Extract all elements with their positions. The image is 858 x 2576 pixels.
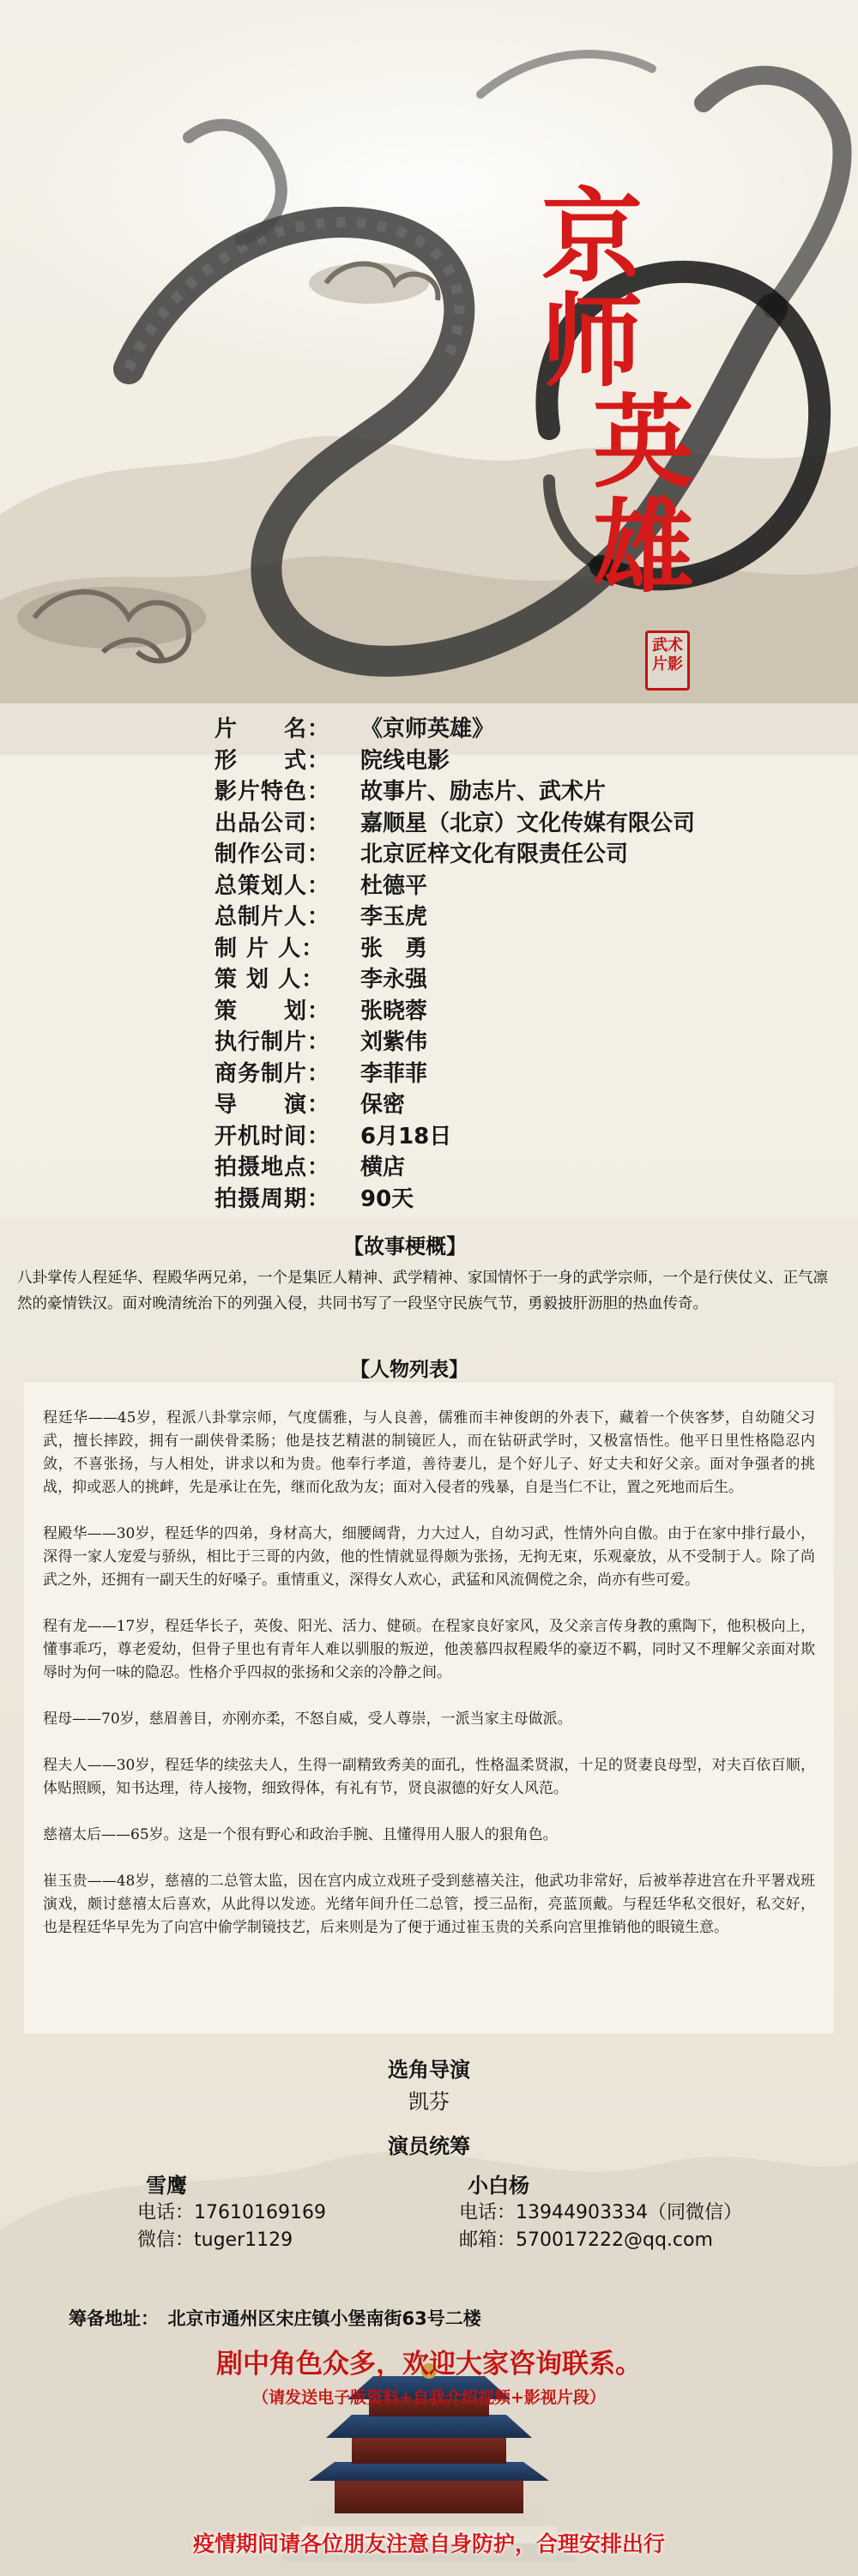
character-entry: 程母——70岁，慈眉善目，亦刚亦柔，不怒自威，受人尊崇，一派当家主母做派。	[43, 1710, 572, 1728]
casting-director-label: 选角导演	[388, 2057, 470, 2082]
character-entry: 慈禧太后——65岁。这是一个很有野心和政治手腕、且懂得用人服人的狠角色。	[43, 1826, 558, 1843]
credit-value: 6月18日	[360, 1123, 452, 1149]
credit-value: 北京匠梓文化有限责任公司	[360, 842, 629, 867]
coordinator-label: 演员统筹	[388, 2133, 470, 2158]
contact-wechat[interactable]: 微信：tuger1129	[137, 2229, 293, 2251]
title-char: 京	[541, 177, 643, 296]
credit-row	[214, 1059, 832, 1090]
credit-row	[214, 902, 832, 933]
title-char: 师	[541, 281, 643, 401]
credit-row	[214, 776, 832, 808]
contact-name: 雪鹰	[146, 2173, 187, 2198]
credit-row	[214, 1121, 832, 1153]
credit-label: 执行制片：	[214, 1029, 331, 1055]
credit-row	[214, 1152, 832, 1184]
credit-label: 制 片 人：	[214, 935, 325, 962]
credit-row	[214, 714, 832, 745]
character-entry: 程廷华——45岁，程派八卦掌宗师，气度儒雅，与人良善，儒雅而丰神俊朗的外表下，藏着一个侠客梦，自幼随父习武，擅长摔跤，拥有一副侠骨柔肠；他是技艺精湛的制镜匠人，而在钻研武学时，又极富悟性。他平日里性格隐忍内敛，不喜张扬，与人相处，讲求以和为贵。他奉行孝道，善待妻儿，是个好儿子、好丈夫和好父亲。面对争强者的挑战，抑或恶人的挑衅，先是承让在先，继而化敌为友；面对入侵者的残暴，自是当仁不让，置之死地而后生。	[43, 1409, 815, 1496]
credit-value: 90天	[360, 1185, 414, 1212]
credit-value: 保密	[360, 1092, 406, 1118]
story-synopsis: 八卦掌传人程延华、程殿华两兄弟，一个是集匠人精神、武学精神、家国情怀于一身的武学宗师，一个是行侠仗义、正气凛然的豪情铁汉。面对晚清统治下的列强入侵，共同书写了一段坚守民族气节，勇毅披肝沥胆的热血传奇。	[17, 1270, 828, 1312]
credit-label: 开机时间：	[214, 1123, 331, 1149]
story-heading: 【故事梗概】	[343, 1234, 467, 1258]
contact-right	[459, 2172, 742, 2254]
credit-row	[214, 933, 832, 965]
credit-value: 张 勇	[360, 935, 428, 962]
character-list	[43, 1407, 815, 1963]
credit-row	[214, 964, 832, 996]
character-entry: 程殿华——30岁，程廷华的四弟，身材高大，细腰阔背，力大过人，自幼习武，性情外向自傲。由于在家中排行最小，深得一家人宠爱与骄纵，相比于三哥的内敛，他的性情就显得颇为张扬，无拘无束，乐观豪放，从不受制于人。除了尚武之外，还拥有一副天生的好嗓子。重情重义，深得女人欢心，武猛和风流倜傥之余，尚亦有些可爱。	[43, 1525, 815, 1589]
credit-row	[214, 1184, 832, 1216]
credit-value: 李永强	[360, 967, 428, 992]
contact-phone[interactable]: 电话：17610169169	[137, 2202, 326, 2223]
contact-left	[137, 2172, 326, 2254]
credit-value: 横店	[360, 1155, 406, 1180]
credit-value: 《京师英雄》	[360, 716, 495, 742]
submission-note: （请发送电子版资料+自我介绍视频+影视片段）	[252, 2388, 606, 2407]
credit-value: 张晓蓉	[360, 998, 428, 1024]
credit-row	[214, 1089, 832, 1121]
welcome-message: 剧中角色众多，欢迎大家咨询联系。	[216, 2349, 642, 2380]
casting-director-name: 凯芬	[408, 2090, 450, 2114]
credit-row	[214, 839, 832, 871]
credit-label: 策 划 人：	[214, 967, 325, 992]
credit-row	[214, 1027, 832, 1059]
credit-value: 刘紫伟	[360, 1029, 428, 1055]
credit-row	[214, 808, 832, 840]
credit-label: 导 演：	[214, 1092, 331, 1118]
credit-value: 故事片、励志片、武术片	[360, 779, 607, 805]
credit-row	[214, 996, 832, 1028]
credit-label: 影片特色：	[214, 779, 331, 805]
contact-name: 小白杨	[468, 2173, 529, 2198]
character-entry: 崔玉贵——48岁，慈禧的二总管太监，因在宫内成立戏班子受到慈禧关注，他武功非常好，后被举荐进宫在升平署戏班演戏，颇讨慈禧太后喜欢，从此得以发迹。光绪年间升任二总管，授三品衔，亮蓝顶戴。与程廷华私交很好，私交好，也是程廷华早先为了向宫中偷学制镜技艺，后来则是为了便于通过崔玉贵的关系向宫里推销他的眼镜生意。	[43, 1873, 815, 1936]
contact-email[interactable]: 邮箱：570017222@qq.com	[459, 2229, 713, 2251]
title-char: 雄	[592, 487, 694, 606]
credit-row	[214, 871, 832, 902]
credit-label: 总制片人：	[214, 904, 331, 930]
credit-value: 院线电影	[360, 747, 450, 774]
credit-label: 制作公司：	[214, 842, 331, 867]
credit-row	[214, 745, 832, 777]
safety-notice: 疫情期间请各位朋友注意自身防护，合理安排出行	[192, 2531, 665, 2556]
credit-value: 嘉顺星（北京）文化传媒有限公司	[360, 810, 696, 836]
credit-value: 杜德平	[360, 872, 428, 899]
credit-label: 片 名：	[214, 716, 331, 742]
title-char: 英	[592, 383, 694, 502]
character-entry: 程夫人——30岁，程廷华的续弦夫人，生得一副精致秀美的面孔，性格温柔贤淑，十足的贤妻良母型，对夫百依百顺，体贴照顾，知书达理，待人接物，细致得体，有礼有节，贤良淑德的好女人风范。	[43, 1757, 815, 1797]
credit-value: 李玉虎	[360, 904, 428, 930]
credit-label: 总策划人：	[214, 872, 331, 899]
credit-label: 拍摄地点：	[214, 1155, 331, 1180]
credit-label: 策 划：	[214, 998, 331, 1024]
credit-label: 拍摄周期：	[214, 1185, 331, 1212]
credit-label: 形 式：	[214, 747, 331, 774]
credit-label: 出品公司：	[214, 810, 331, 836]
credits-list	[214, 714, 832, 1215]
red-seal-stamp: 武术 片影	[645, 630, 690, 691]
prep-address: 筹备地址： 北京市通州区宋庄镇小堡南街63号二楼	[69, 2308, 481, 2329]
credit-label: 商务制片：	[214, 1060, 331, 1087]
character-entry: 程有龙——17岁，程廷华长子，英俊、阳光、活力、健硕。在程家良好家风，及父亲言传身教的熏陶下，他积极向上，懂事乖巧，尊老爱幼，但骨子里也有青年人难以驯服的叛逆，他羡慕四叔程殿华的豪迈不羁，同时又不理解父亲面对欺辱时为何一味的隐忍。性格介乎四叔的张扬和父亲的冷静之间。	[43, 1618, 815, 1681]
contact-phone[interactable]: 电话：13944903334（同微信）	[459, 2202, 742, 2223]
characters-heading: 【人物列表】	[350, 1358, 468, 1381]
credit-value: 李菲菲	[360, 1060, 428, 1087]
